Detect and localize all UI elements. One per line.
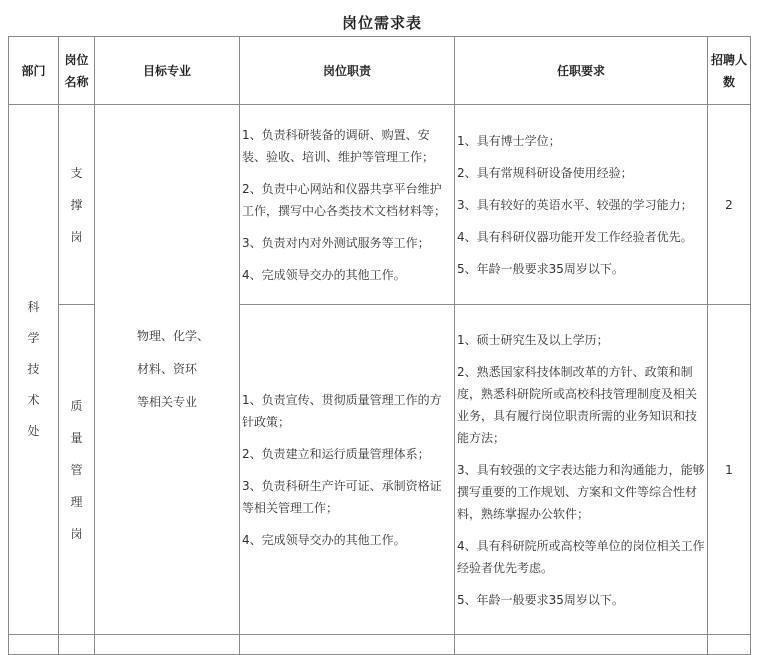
major-cell: 物理、化学、 材料、资环 等相关专业 <box>95 105 240 635</box>
department-cell: 科 学 技 术 处 <box>9 105 59 635</box>
empty-cell <box>708 635 751 655</box>
duties-cell: 1、负责宣传、贯彻质量管理工作的方针政策； 2、负责建立和运行质量管理体系； 3、负责科研生产许可证、承制资格证等相关管理工作； 4、完成领导交办的其他工作。 <box>240 305 455 635</box>
position-cell: 质 量 管 理 岗 <box>59 305 95 635</box>
header-department: 部门 <box>9 37 59 105</box>
header-major: 目标专业 <box>95 37 240 105</box>
header-row <box>9 37 751 105</box>
table-row <box>9 105 751 305</box>
header-duties: 岗位职责 <box>240 37 455 105</box>
position-cell: 支 撑 岗 <box>59 105 95 305</box>
page-title: 岗位需求表 <box>341 14 422 32</box>
duties-cell: 1、负责科研装备的调研、购置、安装、验收、培训、维护等管理工作； 2、负责中心网站和仪器共享平台维护工作，撰写中心各类技术文档材料等； 3、负责对内对外测试服务等工作； 4、完成领导交办的其他工作。 <box>240 105 455 305</box>
empty-cell <box>95 635 240 655</box>
table-row <box>9 635 751 655</box>
count-cell: 1 <box>708 305 751 635</box>
empty-cell <box>455 635 708 655</box>
job-requirements-table <box>8 36 751 655</box>
count-cell: 2 <box>708 105 751 305</box>
empty-cell <box>59 635 95 655</box>
requirements-cell: 1、硕士研究生及以上学历； 2、熟悉国家科技体制改革的方针、政策和制度，熟悉科研院所或高校科技管理制度及相关业务，具有履行岗位职责所需的业务知识和技能方法； 3、具有较强的文字表达能力和沟通能力，能够撰写重要的工作规划、方案和文件等综合性材料，熟练掌握办公软件； 4、具有科研院所或高校等单位的岗位相关工作经验者优先考虑。 5、年龄一般要求35周岁以下。 <box>455 305 708 635</box>
header-count: 招聘人 数 <box>708 37 751 105</box>
header-requirements: 任职要求 <box>455 37 708 105</box>
requirements-cell: 1、具有博士学位； 2、具有常规科研设备使用经验； 3、具有较好的英语水平、较强的学习能力； 4、具有科研仪器功能开发工作经验者优先。 5、年龄一般要求35周岁以下。 <box>455 105 708 305</box>
header-position: 岗位 名称 <box>59 37 95 105</box>
empty-cell <box>240 635 455 655</box>
empty-cell <box>9 635 59 655</box>
